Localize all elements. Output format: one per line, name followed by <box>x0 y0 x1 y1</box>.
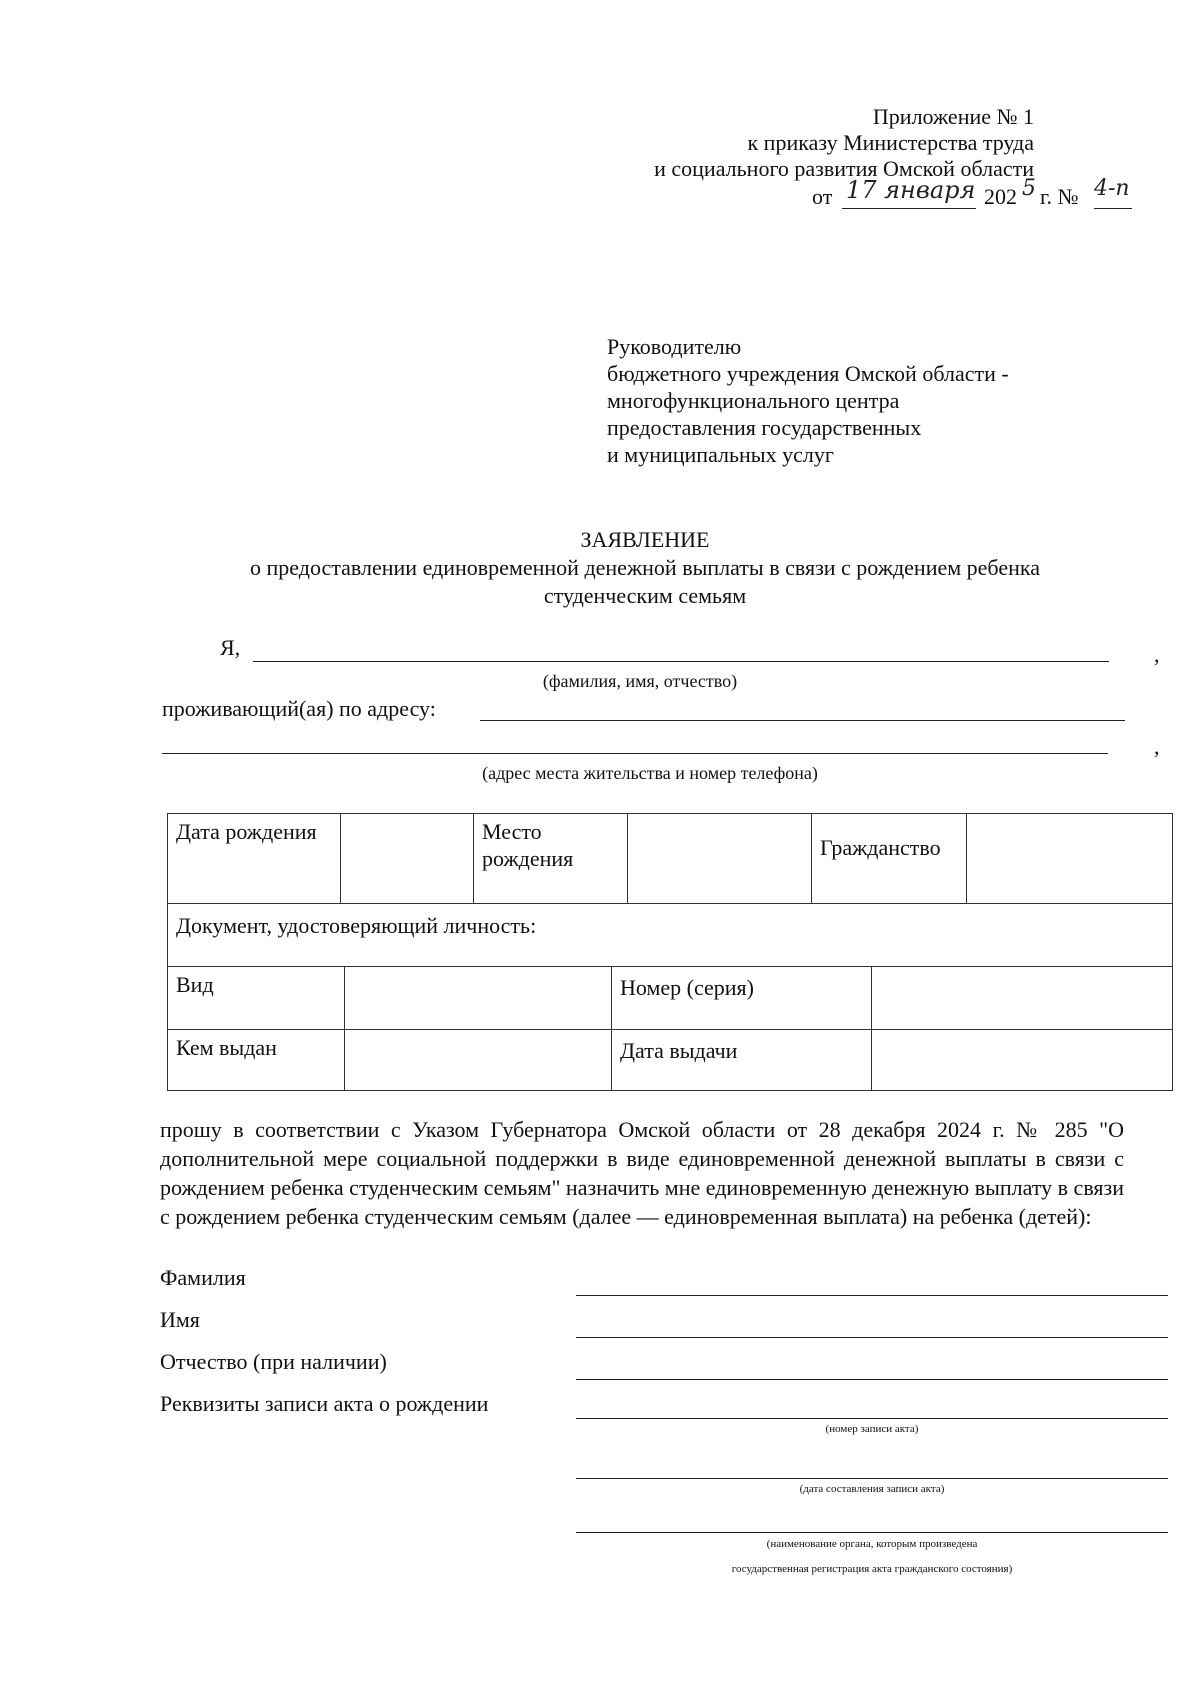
applicant-name-comma: , <box>1154 642 1160 667</box>
issued-by-label: Кем выдан <box>168 1030 345 1091</box>
document-subtitle-1: о предоставлении единовременной денежной выплаты в связи с рождением ребенка <box>250 555 1040 580</box>
registration-organ-field[interactable] <box>576 1532 1168 1533</box>
issue-date-cell[interactable] <box>872 1030 1173 1091</box>
appendix-line1: Приложение № 1 <box>872 104 1034 129</box>
act-date-field[interactable] <box>576 1478 1168 1479</box>
act-number-field[interactable] <box>576 1418 1168 1419</box>
document-title: ЗАЯВЛЕНИЕ <box>580 527 710 552</box>
birth-date-cell[interactable] <box>341 814 474 904</box>
document-subtitle-2: студенческим семьям <box>543 583 747 608</box>
child-name-field[interactable] <box>576 1337 1168 1338</box>
act-record-label: Реквизиты записи акта о рождении <box>160 1391 489 1416</box>
appendix-line2: к приказу Министерства труда <box>747 130 1034 155</box>
applicant-i-label: Я, <box>220 635 241 660</box>
registration-organ-caption-1: (наименование органа, которым произведена <box>766 1538 978 1550</box>
birth-date-label: Дата рождения <box>168 814 341 904</box>
address-caption: (адрес места жительства и номер телефона) <box>482 763 818 783</box>
addressee-line5: и муниципальных услуг <box>607 442 834 467</box>
handwritten-year-digit: 5 <box>1022 176 1036 201</box>
address-label: проживающий(ая) по адресу: <box>162 696 436 721</box>
issued-by-cell[interactable] <box>345 1030 612 1091</box>
addressee-line4: предоставления государственных <box>607 415 922 440</box>
addressee-line3: многофункционального центра <box>607 388 900 413</box>
child-patronymic-label: Отчество (при наличии) <box>160 1349 387 1374</box>
act-date-caption: (дата составления записи акта) <box>799 1483 945 1495</box>
doc-number-label: Номер (серия) <box>612 967 872 1030</box>
addressee-line1: Руководителю <box>607 334 742 359</box>
appendix-date-prefix: от <box>812 184 833 209</box>
appendix-year: 202 <box>984 184 1017 209</box>
birth-place-cell[interactable] <box>628 814 812 904</box>
personal-data-table <box>167 813 1173 967</box>
handwritten-number: 4-п <box>1094 176 1130 201</box>
handwritten-date: 17 января <box>846 176 976 204</box>
address-field-line2[interactable] <box>162 753 1108 754</box>
number-underline <box>1094 208 1132 209</box>
child-patronymic-field[interactable] <box>576 1379 1168 1380</box>
doc-type-label: Вид <box>168 967 345 1030</box>
id-document-table <box>167 966 1173 1091</box>
address-comma: , <box>1154 734 1160 759</box>
appendix-number-label: г. № <box>1040 184 1079 209</box>
request-paragraph: прошу в соответствии с Указом Губернатора Омской области от 28 декабря 2024 г. № 285 "О дополнительной мере социальной поддержки в виде единовременной денежной выплаты в связи с рождением ребенка студенческим семьям" назначить мне единовременную денежную выплату в связи с рождением ребенка студенческим семьям (далее — единовременная выплата) на ребенка (детей): <box>160 1117 1124 1229</box>
addressee-line2: бюджетного учреждения Омской области - <box>607 361 1009 386</box>
child-name-label: Имя <box>160 1307 200 1332</box>
doc-number-cell[interactable] <box>872 967 1173 1030</box>
citizenship-cell[interactable] <box>967 814 1173 904</box>
address-field-line1[interactable] <box>480 720 1125 721</box>
id-document-heading: Документ, удостоверяющий личность: <box>168 904 1173 967</box>
applicant-name-caption: (фамилия, имя, отчество) <box>542 671 738 691</box>
act-number-caption: (номер записи акта) <box>825 1423 919 1435</box>
child-surname-field[interactable] <box>576 1295 1168 1296</box>
appendix-line3: и социального развития Омской области <box>654 156 1034 181</box>
applicant-name-field[interactable] <box>253 661 1109 662</box>
birth-place-label: Место рождения <box>474 814 628 904</box>
doc-type-cell[interactable] <box>345 967 612 1030</box>
child-surname-label: Фамилия <box>160 1265 246 1290</box>
citizenship-label: Гражданство <box>812 814 967 904</box>
registration-organ-caption-2: государственная регистрация акта гражданского состояния) <box>731 1563 1013 1575</box>
date-underline <box>842 208 976 209</box>
issue-date-label: Дата выдачи <box>612 1030 872 1091</box>
